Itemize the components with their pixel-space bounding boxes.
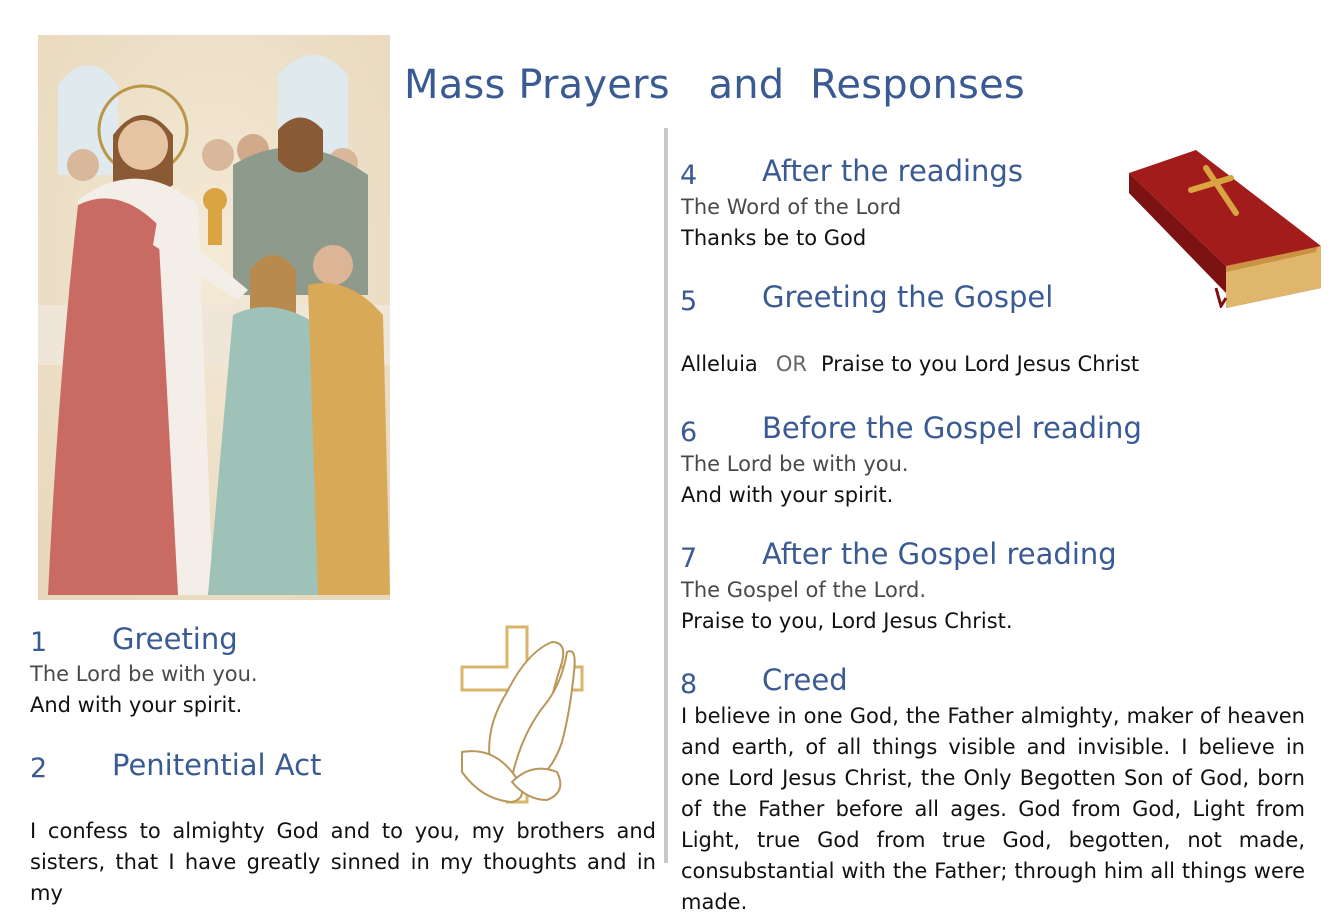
section-heading-before-gospel: Before the Gospel reading bbox=[762, 411, 1142, 445]
section-number: 7 bbox=[680, 543, 698, 574]
section-number: 1 bbox=[30, 627, 48, 658]
priest-line: The Lord be with you. bbox=[681, 452, 909, 476]
alleluia-response: Alleluia bbox=[681, 352, 758, 376]
column-divider bbox=[664, 128, 668, 863]
section-number: 5 bbox=[680, 286, 698, 317]
creed-text: I believe in one God, the Father almighty, maker of heaven and earth, of all things visible and invisible. I believe in one Lord Jesus Christ, the Only Begotten Son of God, born of the Father before all ages. God from God, Light from Light, true God from true God, begotten, not made, consubstantial with the Father; through him all things were made. bbox=[681, 704, 1305, 914]
response-line: Thanks be to God bbox=[681, 226, 867, 250]
response-line: Praise to you, Lord Jesus Christ. bbox=[681, 609, 1013, 633]
priest-line: The Gospel of the Lord. bbox=[681, 578, 927, 602]
red-bible-icon bbox=[1126, 148, 1326, 308]
page-title: Mass Prayers and Responses bbox=[404, 62, 1025, 108]
section-heading-after-gospel: After the Gospel reading bbox=[762, 537, 1117, 571]
section-number: 2 bbox=[30, 753, 48, 784]
response-line: And with your spirit. bbox=[681, 483, 894, 507]
section-number: 8 bbox=[680, 669, 698, 700]
confiteor-text: I confess to almighty God and to you, my brothers and sisters, that I have greatly sinned in my thoughts and in my bbox=[30, 819, 656, 905]
or-separator: OR bbox=[775, 352, 807, 376]
section-heading-creed: Creed bbox=[762, 663, 848, 697]
section-heading-after-readings: After the readings bbox=[762, 154, 1023, 188]
gospel-acclamation bbox=[681, 352, 1139, 376]
praying-hands-cross-icon bbox=[452, 622, 592, 807]
communion-painting bbox=[38, 35, 390, 600]
section-heading-greeting: Greeting bbox=[112, 622, 238, 656]
section-heading-greeting-gospel: Greeting the Gospel bbox=[762, 280, 1054, 314]
section-heading-penitential-act: Penitential Act bbox=[112, 748, 322, 782]
response-line: And with your spirit. bbox=[30, 693, 243, 717]
section-number: 6 bbox=[680, 417, 698, 448]
priest-line: The Lord be with you. bbox=[30, 662, 258, 686]
section-number: 4 bbox=[680, 160, 698, 191]
priest-line: The Word of the Lord bbox=[681, 195, 902, 219]
praise-response: Praise to you Lord Jesus Christ bbox=[820, 352, 1140, 376]
